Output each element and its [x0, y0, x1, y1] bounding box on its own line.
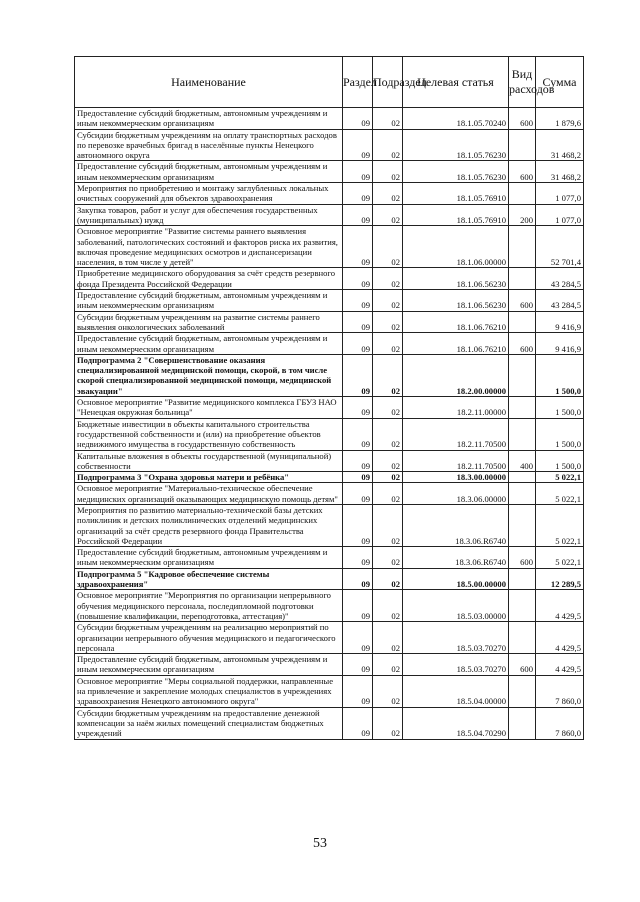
cell-section: 09 [343, 204, 373, 226]
table-row [75, 161, 584, 183]
cell-target: 18.1.05.76230 [403, 161, 509, 183]
cell-subsection: 02 [373, 108, 403, 130]
cell-sum: 43 284,5 [536, 290, 584, 312]
cell-target: 18.2.11.70500 [403, 450, 509, 472]
cell-section: 09 [343, 472, 373, 483]
header-name: Наименование [75, 57, 343, 108]
cell-target: 18.1.06.76210 [403, 333, 509, 355]
header-section: Раздел [343, 57, 373, 108]
cell-name: Субсидии бюджетным учреждениям на оплату транспортных расходов по перевозке врачебных бригад в населённые пункты Ненецкого автономного округа [75, 129, 343, 161]
cell-section: 09 [343, 568, 373, 590]
cell-section: 09 [343, 707, 373, 739]
cell-target: 18.1.06.00000 [403, 226, 509, 268]
cell-target: 18.2.11.00000 [403, 397, 509, 419]
header-subsection: Подраздел [373, 57, 403, 108]
table-row [75, 418, 584, 450]
table-row [75, 333, 584, 355]
cell-type [509, 268, 536, 290]
table-row [75, 354, 584, 396]
cell-subsection: 02 [373, 268, 403, 290]
cell-subsection: 02 [373, 504, 403, 546]
cell-name: Приобретение медицинского оборудования за счёт средств резервного фонда Президента Российской Федерации [75, 268, 343, 290]
table-row [75, 226, 584, 268]
cell-sum: 9 416,9 [536, 333, 584, 355]
cell-name: Подпрограмма 2 "Совершенствование оказания специализированной медицинской помощи, скорой, в том числе скорой специализированной медицинской помощи, медицинской эвакуации" [75, 354, 343, 396]
cell-subsection: 02 [373, 290, 403, 312]
cell-sum: 12 289,5 [536, 568, 584, 590]
cell-subsection: 02 [373, 654, 403, 676]
cell-sum: 1 879,6 [536, 108, 584, 130]
cell-sum: 1 077,0 [536, 204, 584, 226]
table-row [75, 472, 584, 483]
cell-type [509, 483, 536, 505]
cell-sum: 5 022,1 [536, 504, 584, 546]
cell-section: 09 [343, 183, 373, 205]
cell-name: Предоставление субсидий бюджетным, автономным учреждениям и иным некоммерческим организациям [75, 161, 343, 183]
cell-name: Субсидии бюджетным учреждениям на реализацию мероприятий по организации непрерывного обучения медицинского и педагогического персонала [75, 622, 343, 654]
cell-type [509, 311, 536, 333]
cell-name: Субсидии бюджетным учреждениям на развитие системы раннего выявления онкологических заболеваний [75, 311, 343, 333]
cell-sum: 5 022,1 [536, 547, 584, 569]
cell-type [509, 590, 536, 622]
cell-type [509, 226, 536, 268]
cell-type [509, 568, 536, 590]
cell-type [509, 354, 536, 396]
table-row [75, 183, 584, 205]
table-row [75, 568, 584, 590]
cell-target: 18.1.06.56230 [403, 268, 509, 290]
cell-section: 09 [343, 504, 373, 546]
cell-section: 09 [343, 129, 373, 161]
table-row [75, 129, 584, 161]
cell-type [509, 622, 536, 654]
cell-subsection: 02 [373, 675, 403, 707]
table-row [75, 547, 584, 569]
cell-sum: 31 468,2 [536, 129, 584, 161]
cell-sum: 43 284,5 [536, 268, 584, 290]
cell-sum: 1 077,0 [536, 183, 584, 205]
cell-name: Подпрограмма 5 "Кадровое обеспечение системы здравоохранения" [75, 568, 343, 590]
cell-name: Мероприятия по развитию материально-технической базы детских поликлиник и детских поликлинических отделений медицинских организаций за счёт средств резервного фонда Правительства Российской Федерации [75, 504, 343, 546]
cell-target: 18.2.00.00000 [403, 354, 509, 396]
cell-section: 09 [343, 547, 373, 569]
cell-target: 18.5.04.00000 [403, 675, 509, 707]
cell-subsection: 02 [373, 418, 403, 450]
cell-section: 09 [343, 108, 373, 130]
cell-section: 09 [343, 450, 373, 472]
table-row [75, 397, 584, 419]
cell-type: 600 [509, 547, 536, 569]
cell-target: 18.5.03.70270 [403, 622, 509, 654]
cell-type [509, 397, 536, 419]
cell-section: 09 [343, 675, 373, 707]
cell-target: 18.3.06.R6740 [403, 547, 509, 569]
cell-subsection: 02 [373, 622, 403, 654]
cell-name: Подпрограмма 3 "Охрана здоровья матери и ребёнка" [75, 472, 343, 483]
page-number: 53 [313, 836, 327, 851]
table-row [75, 483, 584, 505]
cell-type [509, 418, 536, 450]
table-row [75, 108, 584, 130]
table-row [75, 268, 584, 290]
cell-name: Основное мероприятие "Материально-техническое обеспечение медицинских организаций оказывающих медицинскую помощь детям" [75, 483, 343, 505]
cell-section: 09 [343, 418, 373, 450]
cell-type: 600 [509, 290, 536, 312]
cell-target: 18.3.00.00000 [403, 472, 509, 483]
cell-section: 09 [343, 311, 373, 333]
budget-table [74, 56, 584, 740]
cell-name: Предоставление субсидий бюджетным, автономным учреждениям и иным некоммерческим организациям [75, 333, 343, 355]
cell-name: Капитальные вложения в объекты государственной (муниципальной) собственности [75, 450, 343, 472]
cell-type: 400 [509, 450, 536, 472]
cell-name: Субсидии бюджетным учреждениям на предоставление денежной компенсации за наём жилых помещений специалистам бюджетных учреждений [75, 707, 343, 739]
cell-name: Основное мероприятие "Развитие медицинского комплекса ГБУЗ НАО "Ненецкая окружная больница" [75, 397, 343, 419]
cell-section: 09 [343, 161, 373, 183]
cell-section: 09 [343, 654, 373, 676]
cell-subsection: 02 [373, 354, 403, 396]
cell-sum: 7 860,0 [536, 707, 584, 739]
cell-subsection: 02 [373, 568, 403, 590]
cell-sum: 1 500,0 [536, 450, 584, 472]
cell-type [509, 675, 536, 707]
cell-sum: 4 429,5 [536, 622, 584, 654]
table-row [75, 311, 584, 333]
table-row [75, 590, 584, 622]
cell-section: 09 [343, 483, 373, 505]
cell-sum: 1 500,0 [536, 354, 584, 396]
cell-section: 09 [343, 397, 373, 419]
cell-subsection: 02 [373, 590, 403, 622]
cell-type: 600 [509, 161, 536, 183]
cell-subsection: 02 [373, 450, 403, 472]
cell-sum: 9 416,9 [536, 311, 584, 333]
header-sum: Сумма [536, 57, 584, 108]
cell-subsection: 02 [373, 483, 403, 505]
cell-name: Основное мероприятие "Мероприятия по организации непрерывного обучения медицинского персонала, последипломной подготовки (повышение квалификации, переподготовка, аттестация)" [75, 590, 343, 622]
cell-target: 18.1.06.76210 [403, 311, 509, 333]
table-row [75, 622, 584, 654]
cell-target: 18.1.05.76910 [403, 204, 509, 226]
cell-name: Основное мероприятие "Развитие системы раннего выявления заболеваний, патологических состояний и факторов риска их развития, включая проведение медицинских осмотров и диспансеризации населения, в том числе у детей" [75, 226, 343, 268]
cell-subsection: 02 [373, 204, 403, 226]
cell-sum: 5 022,1 [536, 472, 584, 483]
cell-sum: 1 500,0 [536, 397, 584, 419]
cell-target: 18.3.06.00000 [403, 483, 509, 505]
header-type: Вид расходов [509, 57, 536, 108]
cell-section: 09 [343, 333, 373, 355]
cell-name: Закупка товаров, работ и услуг для обеспечения государственных (муниципальных) нужд [75, 204, 343, 226]
cell-subsection: 02 [373, 311, 403, 333]
cell-sum: 7 860,0 [536, 675, 584, 707]
cell-section: 09 [343, 226, 373, 268]
cell-name: Предоставление субсидий бюджетным, автономным учреждениям и иным некоммерческим организациям [75, 654, 343, 676]
cell-sum: 1 500,0 [536, 418, 584, 450]
cell-target: 18.1.05.76910 [403, 183, 509, 205]
cell-sum: 5 022,1 [536, 483, 584, 505]
cell-target: 18.5.00.00000 [403, 568, 509, 590]
cell-section: 09 [343, 622, 373, 654]
cell-subsection: 02 [373, 707, 403, 739]
cell-name: Бюджетные инвестиции в объекты капитального строительства государственной собственности и (или) на приобретение объектов недвижимого имущества в государственную собственность [75, 418, 343, 450]
cell-sum: 52 701,4 [536, 226, 584, 268]
cell-type: 600 [509, 654, 536, 676]
cell-section: 09 [343, 268, 373, 290]
cell-sum: 4 429,5 [536, 590, 584, 622]
cell-subsection: 02 [373, 161, 403, 183]
cell-section: 09 [343, 354, 373, 396]
cell-target: 18.1.05.70240 [403, 108, 509, 130]
cell-target: 18.5.03.00000 [403, 590, 509, 622]
cell-name: Основное мероприятие "Меры социальной поддержки, направленные на привлечение и закрепление молодых специалистов в учреждениях здравоохранения Ненецкого автономного округа" [75, 675, 343, 707]
table-row [75, 504, 584, 546]
cell-target: 18.5.03.70270 [403, 654, 509, 676]
cell-subsection: 02 [373, 129, 403, 161]
cell-type: 200 [509, 204, 536, 226]
cell-subsection: 02 [373, 333, 403, 355]
cell-type [509, 472, 536, 483]
header-target: Целевая статья [403, 57, 509, 108]
cell-subsection: 02 [373, 226, 403, 268]
cell-target: 18.5.04.70290 [403, 707, 509, 739]
cell-subsection: 02 [373, 472, 403, 483]
cell-sum: 4 429,5 [536, 654, 584, 676]
table-row [75, 675, 584, 707]
cell-subsection: 02 [373, 547, 403, 569]
cell-type: 600 [509, 333, 536, 355]
cell-target: 18.1.06.56230 [403, 290, 509, 312]
cell-target: 18.2.11.70500 [403, 418, 509, 450]
cell-type [509, 129, 536, 161]
cell-subsection: 02 [373, 397, 403, 419]
cell-target: 18.1.05.76230 [403, 129, 509, 161]
cell-section: 09 [343, 590, 373, 622]
table-row [75, 654, 584, 676]
table-row [75, 707, 584, 739]
table-row [75, 290, 584, 312]
cell-name: Предоставление субсидий бюджетным, автономным учреждениям и иным некоммерческим организациям [75, 108, 343, 130]
cell-section: 09 [343, 290, 373, 312]
cell-type [509, 707, 536, 739]
cell-type: 600 [509, 108, 536, 130]
cell-type [509, 183, 536, 205]
table-row [75, 450, 584, 472]
cell-subsection: 02 [373, 183, 403, 205]
cell-type [509, 504, 536, 546]
table-header-row [75, 57, 584, 108]
table-row [75, 204, 584, 226]
cell-sum: 31 468,2 [536, 161, 584, 183]
cell-name: Предоставление субсидий бюджетным, автономным учреждениям и иным некоммерческим организациям [75, 290, 343, 312]
cell-name: Мероприятия по приобретению и монтажу заглубленных локальных очистных сооружений для объектов здравоохранения [75, 183, 343, 205]
cell-target: 18.3.06.R6740 [403, 504, 509, 546]
cell-name: Предоставление субсидий бюджетным, автономным учреждениям и иным некоммерческим организациям [75, 547, 343, 569]
